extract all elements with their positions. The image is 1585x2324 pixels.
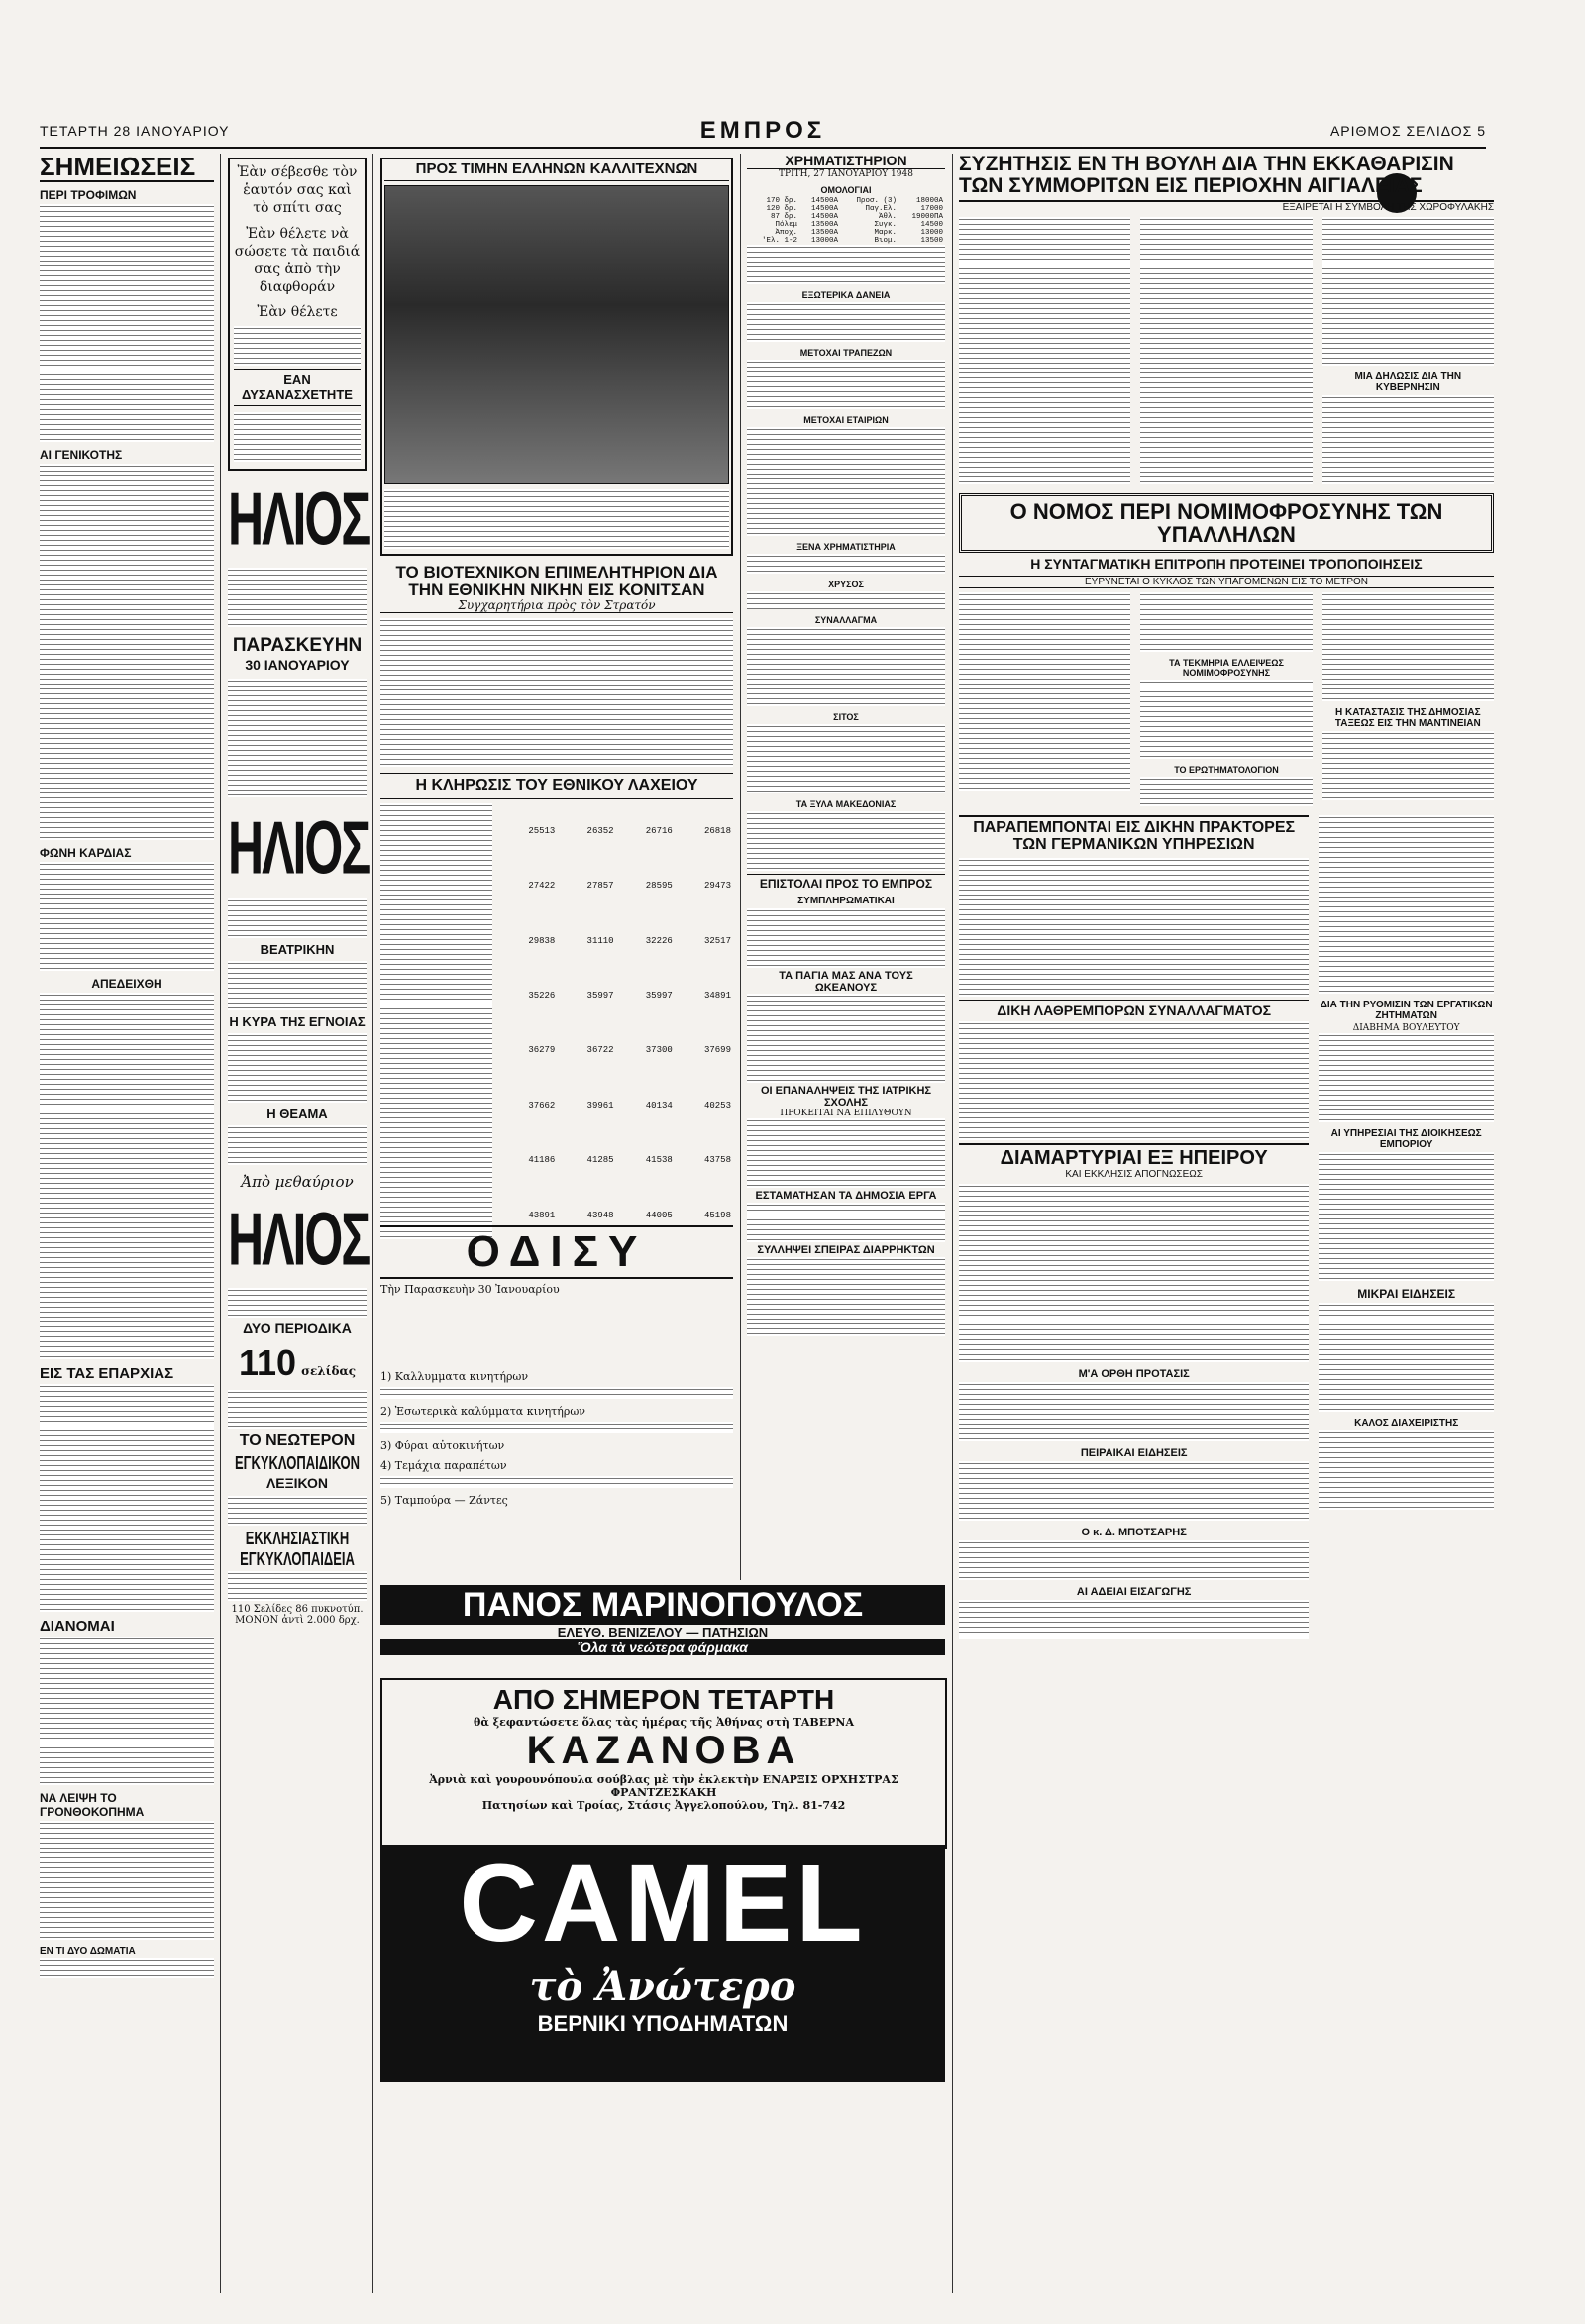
stock-table <box>747 197 945 245</box>
text-block <box>228 568 367 627</box>
lottery-row <box>498 803 733 858</box>
masthead-page-number: ΑΡΙΘΜΟΣ ΣΕΛΙΔΟΣ 5 <box>1329 123 1486 139</box>
text-block <box>380 803 492 1239</box>
loyalty-col <box>959 592 1130 809</box>
text-block <box>380 618 733 767</box>
stock-cell: Προσ. (3) <box>856 196 897 205</box>
lottery-number: 37662 <box>528 1100 556 1110</box>
loyalty-col <box>1322 592 1494 809</box>
odisy-date: Τὴν Παρασκευὴν 30 Ἰανουαρίου <box>380 1283 560 1296</box>
text-block <box>959 1540 1309 1580</box>
classified-rooms: ΕΝ ΤΙ ΔΥΟ ΔΩΜΑΤΙΑ <box>40 1946 136 1957</box>
public-works-heading: ΕΣΤΑΜΑΤΗΣΑΝ ΤΑ ΔΗΜΟΣΙΑ ΕΡΓΑ <box>755 1190 937 1203</box>
lottery-number: 39961 <box>586 1100 614 1110</box>
exchange-heading: ΧΡΗΜΑΤΙΣΤΗΡΙΟΝ <box>747 154 945 169</box>
text-block <box>1319 1152 1494 1281</box>
text-block <box>234 412 361 462</box>
import-permits-heading: ΑΙ ΑΔΕΙΑΙ ΕΙΣΑΓΩΓΗΣ <box>1076 1586 1192 1599</box>
labor-heading: ΔΙΑ ΤΗΝ ΡΥΘΜΙΣΙΝ ΤΩΝ ΕΡΓΑΤΙΚΩΝ ΖΗΤΗΜΑΤΩΝ <box>1320 999 1493 1021</box>
stock-row <box>747 221 945 229</box>
text-block <box>1322 731 1494 800</box>
helios-logo: ΗΛΙΟΣ <box>228 806 370 890</box>
camel-product: ΒΕΡΝΙΚΙ ΥΠΟΔΗΜΑΤΩΝ <box>537 2011 789 2036</box>
artists-heading: ΠΡΟΣ ΤΙΜΗΝ ΕΛΛΗΝΩΝ ΚΑΛΛΙΤΕΧΝΩΝ <box>384 161 729 181</box>
lower-right-main <box>959 815 1309 1642</box>
photo-caption <box>384 489 729 549</box>
stock-cell: Μαρκ. <box>874 228 897 237</box>
text-block <box>228 1125 367 1165</box>
text-block <box>228 679 367 797</box>
pages-count <box>228 1342 367 1384</box>
text-block <box>228 1288 367 1318</box>
lower-right <box>959 815 1494 1642</box>
stock-cell: 13000 <box>920 228 943 237</box>
text-block <box>1322 395 1494 484</box>
text-block <box>40 464 214 840</box>
questionnaire-heading: ΤΟ ΕΡΩΤΗΜΑΤΟΛΟΓΙΟΝ <box>1174 764 1279 775</box>
notes-heading: ΣΗΜΕΙΩΣΕΙΣ <box>40 154 214 182</box>
text-block <box>228 1496 367 1526</box>
stock-cell: 17000 <box>920 204 943 213</box>
column-rule <box>372 154 373 2293</box>
commerce-heading: ΑΙ ΥΠΗΡΕΣΙΑΙ ΤΗΣ ΔΙΟΙΚΗΣΕΩΣ ΕΜΠΟΡΙΟΥ <box>1330 1127 1482 1150</box>
pharmacy-ad <box>380 1585 945 1666</box>
lottery-number: 36722 <box>586 1045 614 1056</box>
text-block <box>959 1382 1309 1441</box>
text-block <box>40 1958 214 1978</box>
parliament-subheading: ΕΞΑΙΡΕΤΑΙ Η ΣΥΜΒΟΛΗ ΤΗΣ ΧΩΡΟΦΥΛΑΚΗΣ <box>1282 202 1494 214</box>
lottery-number: 41538 <box>645 1155 673 1166</box>
table-heading: ΕΞΩΤΕΡΙΚΑ ΔΑΝΕΙΑ <box>801 289 891 300</box>
text-block <box>959 858 1309 997</box>
column-center-left <box>380 154 733 1220</box>
loyalty-col <box>1140 592 1312 809</box>
odisy-title: ΟΔΙΣΥ <box>380 1225 733 1279</box>
table-heading: ΧΡΥΣΟΣ <box>828 579 864 589</box>
text-block <box>959 592 1130 791</box>
text-block <box>1319 815 1494 994</box>
evidence-heading: ΤΑ ΤΕΚΜΗΡΙΑ ΕΛΛΕΙΨΕΩΣ ΝΟΜΙΜΟΦΡΟΣΥΝΗΣ <box>1169 657 1284 678</box>
text-block <box>40 862 214 971</box>
text-block <box>747 724 945 793</box>
loyalty-law-body <box>959 592 1494 809</box>
text-block <box>1140 777 1312 806</box>
text-block <box>1140 680 1312 759</box>
medical-heading: ΟΙ ΕΠΑΝΑΛΗΨΕΙΣ ΤΗΣ ΙΑΤΡΙΚΗΣ ΣΧΟΛΗΣ <box>760 1085 932 1109</box>
parliament-heading: ΣΥΖΗΤΗΣΙΣ ΕΝ ΤΗ ΒΟΥΛΗ ΔΙΑ ΤΗΝ ΕΚΚΑΘΑΡΙΣΙΝ ΤΩΝ ΣΥΜΜΟΡΙΤΩΝ ΕΙΣ ΠΕΡΙΟΧΗΝ ΑΙΓΙΑΛΕΙΑΣ <box>959 154 1494 202</box>
odisy-ad <box>380 1225 733 1364</box>
stock-cell: Πόλεμ <box>775 220 797 229</box>
encyclopedic-label: ΕΓΚΥΚΛΟΠΑΙΔΙΚΟΝ <box>234 1452 360 1473</box>
table-heading: ΣΥΝΑΛΛΑΓΜΑ <box>814 614 878 625</box>
lottery-row <box>498 1132 733 1187</box>
price-note: 110 Σελίδες 86 πυκνοτύπ. ΜΟΝΟΝ ἀντὶ 2.000 δρχ. <box>231 1604 364 1626</box>
lottery-number: 44005 <box>645 1210 673 1220</box>
kazanova-address: Πατησίων καὶ Τροίας, Στάσις Ἀγγελοπούλου, Τηλ. 81-742 <box>481 1799 846 1812</box>
stock-cell: 18000Α <box>915 196 943 205</box>
mantinea-heading: Η ΚΑΤΑΣΤΑΣΙΣ ΤΗΣ ΔΗΜΟΣΙΑΣ ΤΑΞΕΩΣ ΕΙΣ ΤΗΝ ΜΑΝΤΙΝΕΙΑΝ <box>1334 706 1481 729</box>
epirus-heading: ΔΙΑΜΑΡΤΥΡΙΑΙ ΕΞ ΗΠΕΙΡΟΥ <box>959 1143 1309 1169</box>
ad-line: Ἐὰν σέβεσθε τὸν ἑαυτόν σας καὶ τὸ σπίτι σας <box>237 164 358 216</box>
lottery-number: 32517 <box>703 935 731 946</box>
kazanova-today: ΑΠΟ ΣΗΜΕΡΟΝ ΤΕΤΑΡΤΗ <box>492 1684 835 1715</box>
lower-right-side <box>1319 815 1494 1642</box>
text-block <box>747 811 945 871</box>
camel-logo: CAMEL <box>459 1843 867 1964</box>
pages-number: 110 <box>238 1342 297 1383</box>
lottery-number: 43758 <box>703 1155 731 1166</box>
notes-proved-heading: ΑΠΕΔΕΙΧΘΗ <box>91 977 162 992</box>
kazanova-description: Ἀρνιὰ καὶ γουρουνόπουλα σούβλας μὲ τὴν ἐκλεκτὴν ΕΝΑΡΞΙΣ ΟΡΧΗΣΤΡΑΣ ΦΡΑΝΤΖΕΣΚΑΚΗ <box>429 1773 898 1799</box>
lottery-number: 35226 <box>528 991 556 1002</box>
artists-photo-box <box>380 158 733 556</box>
column-rule <box>952 154 953 2293</box>
novel-title: ΒΕΑΤΡΙΚΗΝ <box>260 942 335 957</box>
text-block <box>1322 592 1494 701</box>
lottery-number: 45198 <box>703 1210 731 1220</box>
lottery-number: 27857 <box>586 881 614 892</box>
text-block <box>40 1821 214 1940</box>
column-stock-exchange <box>747 154 945 1580</box>
lottery-number: 37300 <box>645 1045 673 1056</box>
loyalty-law-subheading: Η ΣΥΝΤΑΓΜΑΤΙΚΗ ΕΠΙΤΡΟΠΗ ΠΡΟΤΕΙΝΕΙ ΤΡΟΠΟΠΟΙΗΣΕΙΣ <box>1030 556 1423 573</box>
smugglers-heading: ΔΙΚΗ ΛΑΘΡΕΜΠΟΡΩΝ ΣΥΝΑΛΛΑΓΜΑΤΟΣ <box>959 1000 1309 1018</box>
lottery-number: 35997 <box>586 991 614 1002</box>
notes-generality-heading: ΑΙ ΓΕΝΙΚΟΤΗΣ <box>40 448 123 463</box>
text-block <box>380 1476 733 1488</box>
novel-title: Η ΚΥΡΑ ΤΗΣ ΕΓΝΟΙΑΣ <box>229 1014 366 1029</box>
stock-row <box>747 237 945 245</box>
after-tomorrow: Ἀπὸ μεθαύριον <box>241 1173 354 1191</box>
lottery-number: 28595 <box>645 881 673 892</box>
text-block <box>234 326 361 366</box>
lottery-number: 34891 <box>703 991 731 1002</box>
letters-subheading: ΣΥΜΠΛΗΡΩΜΑΤΙΚΑΙ <box>797 896 895 907</box>
table-heading: ΤΑ ΞΥΛΑ ΜΑΚΕΔΟΝΙΑΣ <box>795 798 897 809</box>
stock-cell: 14500Α <box>811 212 839 221</box>
camel-tagline: τὸ Ἀνώτερο <box>529 1963 796 2010</box>
lottery-number: 29838 <box>528 935 556 946</box>
lexicon-label: ΛΕΞΙΚΟΝ <box>265 1475 329 1491</box>
friday-date: 30 ΙΑΝΟΥΑΡΙΟΥ <box>245 657 350 673</box>
text-block <box>1140 592 1312 652</box>
stock-cell: 120 δρ. <box>766 204 797 213</box>
column-right <box>959 154 1494 2303</box>
newest-label: ΤΟ ΝΕΩΤΕΡΟΝ <box>239 1432 356 1449</box>
stock-cell: Συγκ. <box>874 220 897 229</box>
parliament-body <box>959 217 1494 487</box>
ad-line: Ἐὰν θέλετε <box>257 304 338 320</box>
lottery-number: 31110 <box>586 935 614 946</box>
column-rule <box>740 154 741 1580</box>
lottery-number: 26818 <box>703 825 731 836</box>
lottery-number: 36279 <box>528 1045 556 1056</box>
text-block <box>380 1387 733 1399</box>
lottery-number: 40253 <box>703 1100 731 1110</box>
odisy-item: 3) Φύραι αὐτοκινήτων <box>380 1439 505 1452</box>
lottery-number: 26352 <box>586 825 614 836</box>
kazanova-name: ΚΑΖΑΝΟΒΑ <box>526 1729 801 1772</box>
lottery-number: 43948 <box>586 1210 614 1220</box>
lottery-number: 40134 <box>645 1100 673 1110</box>
stock-row <box>747 229 945 237</box>
letters-heading: ΕΠΙΣΤΟΛΑΙ ΠΡΟΣ ΤΟ ΕΜΠΡΟΣ <box>747 874 945 891</box>
text-block <box>228 1390 367 1429</box>
mpotsaris-heading: Ο κ. Δ. ΜΠΟΤΣΑΡΗΣ <box>1081 1527 1187 1539</box>
text-block <box>959 1184 1309 1362</box>
lottery-number: 41285 <box>586 1155 614 1166</box>
parliament-side <box>1322 217 1494 487</box>
lottery-block <box>380 803 733 1242</box>
text-block <box>1140 217 1312 484</box>
stock-cell: Ἀθλ. <box>878 212 897 221</box>
column-helios-ads <box>228 154 370 2303</box>
odisy-item: 2) Ἐσωτερικὰ καλύμματα κινητήρων <box>380 1405 585 1418</box>
table-heading: ΜΕΤΟΧΑΙ ΕΤΑΙΡΙΩΝ <box>803 414 889 425</box>
loyalty-law-subheading-2: ΕΥΡΥΝΕΤΑΙ Ο ΚΥΚΛΟΣ ΤΩΝ ΥΠΑΓΟΜΕΝΩΝ ΕΙΣ ΤΟ ΜΕΤΡΟΝ <box>959 576 1494 588</box>
lottery-number: 41186 <box>528 1155 556 1166</box>
notes-heart-heading: ΦΩΝΗ ΚΑΡΔΙΑΣ <box>40 846 132 861</box>
text-block <box>959 217 1130 484</box>
text-block <box>747 302 945 342</box>
text-block <box>40 1637 214 1785</box>
text-block <box>40 993 214 1359</box>
stock-cell: 14500 <box>920 220 943 229</box>
text-block <box>747 554 945 574</box>
proposal-heading: Μ'Α ΟΡΘΗ ΠΡΟΤΑΣΙΣ <box>1078 1368 1190 1381</box>
notes-food-heading: ΠΕΡΙ ΤΡΟΦΙΜΩΝ <box>40 188 137 203</box>
odisy-list <box>380 1367 733 1575</box>
odisy-item: 4) Τεμάχια παραπέτων <box>380 1459 507 1472</box>
text-block <box>228 1571 367 1601</box>
lottery-row <box>498 1023 733 1078</box>
table-heading: ΞΕΝΑ ΧΡΗΜΑΤΙΣΤΗΡΙΑ <box>796 541 896 552</box>
table-heading: ΣΙΤΟΣ <box>833 711 859 722</box>
burglars-heading: ΣΥΛΛΗΨΕΙ ΣΠΕΙΡΑΣ ΔΙΑΡΡΗΚΤΩΝ <box>757 1244 935 1257</box>
kazanova-taverna: θὰ ξεφαντώσετε ὅλας τὰς ἡμέρας τῆς Ἀθήνας στὴ ΤΑΒΕΡΝΑ <box>474 1716 854 1729</box>
stock-row <box>747 197 945 205</box>
epirus-subheading: ΚΑΙ ΕΚΚΛΗΣΙΣ ΑΠΟΓΝΩΣΕΩΣ <box>1065 1169 1203 1181</box>
text-block <box>1319 1033 1494 1122</box>
lottery-number: 35997 <box>645 991 673 1002</box>
ecclesiastical-encyclopedia: ΕΚΚΛΗΣΙΑΣΤΙΚΗ ΕΓΚΥΚΛΟΠΑΙΔΕΙΑ <box>240 1528 355 1569</box>
text-block <box>747 360 945 409</box>
chamber-subheading: Συγχαρητήρια πρὸς τὸν Στρατόν <box>380 598 733 613</box>
lottery-number: 29473 <box>703 881 731 892</box>
stock-cell: 87 δρ. <box>770 212 797 221</box>
stock-cell: 13500Α <box>811 220 839 229</box>
helios-ad-intro <box>228 158 367 471</box>
text-block <box>228 961 367 1010</box>
lottery-number: 25513 <box>528 825 556 836</box>
friday-heading: ΠΑΡΑΣΚΕΥΗΝ <box>232 635 363 656</box>
text-block <box>228 898 367 938</box>
lottery-heading: Η ΚΛΗΡΩΣΙΣ ΤΟΥ ΕΘΝΙΚΟΥ ΛΑΧΕΙΟΥ <box>380 773 733 799</box>
lottery-row <box>498 1078 733 1132</box>
stock-row <box>747 205 945 213</box>
stock-cell: 14500Α <box>811 204 839 213</box>
helios-logo: ΗΛΙΟΣ <box>228 477 370 561</box>
stock-cell: Ἀποχ. <box>775 228 797 237</box>
lottery-number: 37699 <box>703 1045 731 1056</box>
stock-cell: 14500Α <box>811 196 839 205</box>
ad-line: Ἐὰν θέλετε νὰ σώσετε τὰ παιδιά σας ἀπὸ τὴν διαφθοράν <box>234 226 361 295</box>
text-block <box>959 1600 1309 1639</box>
declaration-heading: ΜΙΑ ΔΗΛΩΣΙΣ ΔΙΑ ΤΗΝ ΚΥΒΕΡΝΗΣΙΝ <box>1354 371 1462 394</box>
pharmacy-slogan: Ὅλα τὰ νεώτερα φάρμακα <box>380 1639 945 1655</box>
text-block <box>747 1203 945 1242</box>
stock-cell: 13500 <box>920 236 943 245</box>
text-block <box>747 591 945 609</box>
text-block <box>1319 1430 1494 1510</box>
text-block <box>747 245 945 284</box>
stock-cell: Βιομ. <box>874 236 897 245</box>
pages-label: σελίδας <box>301 1364 357 1378</box>
text-block <box>380 1422 733 1433</box>
helios-logo: ΗΛΙΟΣ <box>228 1198 370 1281</box>
labor-subheading: ΔΙΑΒΗΜΑ ΒΟΥΛΕΥΤΟΥ <box>1352 1022 1460 1033</box>
stock-row <box>747 213 945 221</box>
text-block <box>747 427 945 536</box>
column-rule <box>220 154 221 2293</box>
stock-cell: 13500Α <box>811 228 839 237</box>
novel-title: Η ΘΕΑΜΑ <box>266 1107 328 1121</box>
text-block <box>40 1384 214 1612</box>
lottery-number: 27422 <box>528 881 556 892</box>
loyalty-law-heading: Ο ΝΟΜΟΣ ΠΕΡΙ ΝΟΜΙΜΟΦΡΟΣΥΝΗΣ ΤΩΝ ΥΠΑΛΛΗΛΩΝ <box>959 493 1494 553</box>
table-heading: ΟΜΟΛΟΓΙΑΙ <box>820 184 872 195</box>
medical-subheading: ΠΡΟΚΕΙΤΑΙ ΝΑ ΕΠΙΛΥΘΟΥΝ <box>780 1109 912 1119</box>
ad-line: ΕΑΝ ΔΥΣΑΝΑΣΧΕΤΗΤΕ <box>234 369 361 406</box>
pharmacy-name: ΠΑΝΟΣ ΜΑΡΙΝΟΠΟΥΛΟΣ <box>380 1585 945 1625</box>
text-block <box>228 1033 367 1103</box>
pharmacy-address: ΕΛΕΥΘ. ΒΕΝΙΖΕΛΟΥ — ΠΑΤΗΣΙΩΝ <box>557 1625 769 1639</box>
exchange-date: ΤΡΙΤΗ, 27 ΙΑΝΟΥΑΡΙΟΥ 1948 <box>779 168 913 179</box>
text-block <box>1319 1303 1494 1412</box>
text-block <box>959 1021 1309 1140</box>
lottery-row <box>498 913 733 968</box>
text-block <box>40 204 214 442</box>
lottery-number: 26716 <box>645 825 673 836</box>
masthead <box>40 117 1486 149</box>
stock-cell: 170 δρ. <box>766 196 797 205</box>
notes-fistfight-heading: ΝΑ ΛΕΙΨΗ ΤΟ ΓΡΟΝΘΟΚΟΠΗΜΑ <box>40 1791 145 1820</box>
text-block <box>1322 217 1494 366</box>
lottery-row <box>498 968 733 1022</box>
lottery-number: 43891 <box>528 1210 556 1220</box>
chamber-heading: ΤΟ ΒΙΟΤΕΧΝΙΚΟΝ ΕΠΙΜΕΛΗΤΗΡΙΟΝ ΔΙΑ ΤΗΝ ΕΘΝΙΚΗΝ ΝΙΚΗΝ ΕΙΣ ΚΟΝΙΤΣΑΝ <box>395 562 718 599</box>
kazanova-ad <box>380 1678 947 1849</box>
lottery-table <box>498 803 733 1242</box>
notes-distributions-heading: ΔΙΑΝΟΜΑΙ <box>40 1618 115 1636</box>
lottery-number: 32226 <box>645 935 673 946</box>
column-notes <box>40 154 214 2303</box>
text-block <box>747 908 945 968</box>
masthead-title: ΕΜΠΡΟΣ <box>699 117 826 144</box>
notes-provinces-heading: ΕΙΣ ΤΑΣ ΕΠΑΡΧΙΑΣ <box>40 1365 174 1383</box>
text-block <box>747 1118 945 1188</box>
odisy-item: 1) Καλλυμματα κινητήρων <box>380 1370 529 1383</box>
odisy-item: 5) Ταμπούρα — Ζάντες <box>380 1494 508 1507</box>
table-heading: ΜΕΤΟΧΑΙ ΤΡΑΠΕΖΩΝ <box>799 347 893 358</box>
stock-cell: 13000Α <box>811 236 839 245</box>
group-photo <box>384 185 729 484</box>
masthead-date: ΤΕΤΑΡΤΗ 28 ΙΑΝΟΥΑΡΙΟΥ <box>40 123 230 139</box>
stock-cell: Παγ.Ελ. <box>865 204 897 213</box>
small-news-heading: ΜΙΚΡΑΙ ΕΙΔΗΣΕΙΣ <box>1357 1286 1456 1301</box>
text-block <box>747 994 945 1083</box>
stock-cell: 19000ΠΑ <box>911 212 943 221</box>
two-magazines: ΔΥΟ ΠΕΡΙΟΔΙΚΑ <box>243 1320 352 1336</box>
camel-ad <box>380 1845 945 2082</box>
text-block <box>747 1257 945 1336</box>
piraeus-heading: ΠΕΙΡΑΙΚΑΙ ΕΙΔΗΣΕΙΣ <box>1080 1447 1188 1460</box>
text-block <box>959 1461 1309 1521</box>
lottery-row <box>498 859 733 913</box>
oceans-heading: ΤΑ ΠΑΓΙΑ ΜΑΣ ΑΝΑ ΤΟΥΣ ΩΚΕΑΝΟΥΣ <box>779 970 913 994</box>
agents-heading: ΠΑΡΑΠΕΜΠΟΝΤΑΙ ΕΙΣ ΔΙΚΗΝ ΠΡΑΚΤΟΡΕΣ ΤΩΝ ΓΕΡΜΑΝΙΚΩΝ ΥΠΗΡΕΣΙΩΝ <box>959 815 1309 854</box>
manager-heading: ΚΑΛΟΣ ΔΙΑΧΕΙΡΙΣΤΗΣ <box>1354 1417 1459 1428</box>
stock-cell: 'Ελ. 1-2 <box>761 236 797 245</box>
text-block <box>747 627 945 706</box>
